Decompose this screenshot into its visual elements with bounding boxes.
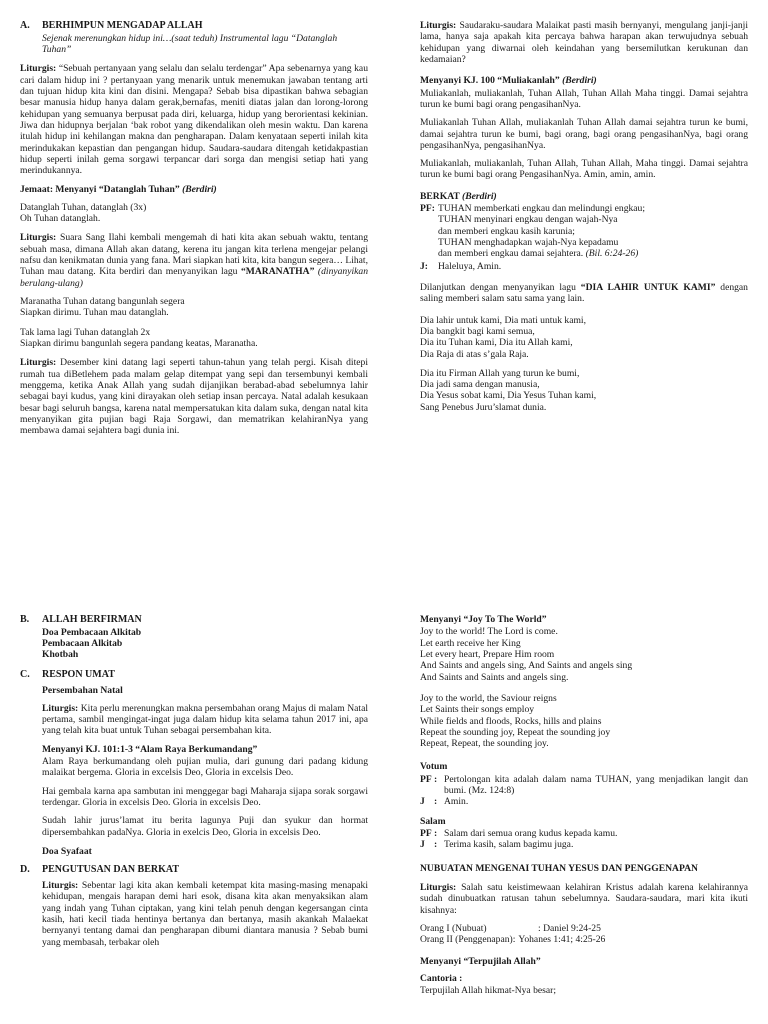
song-verse: Hai gembala karna apa sambutan ini menggegar bagi Maharaja sijapa sorak sorgawi terdengar. Gloria in excelsis Deo. Gloria in excelsis Deo.: [42, 785, 368, 809]
jemaat-heading: [20, 184, 368, 195]
liturgis-text: “Sebuah pertanyaan yang selalu dan selalu terdengar” Apa sebenarnya yang kau cari dalam hidup ini ? pertanyaan yang menarik untuk menemukan jawaban tentang arti dan tujuan hidup kita kini dan disini. Mengapa? Sebab bisa dipastikan bahwa sebagian besar manusia hidup hanya dalam gerak,bernafas, meniti diatas jalan dan lorong-lorong kehidupan yang semuanya berpusat pada diri, keluarga, hidup yang berorientasi kekinian. Jiwa dan hidupnya berjalan ‘bak robot yang dikendalikan oleh mesin waktu. Dan karena itulah hidup ini kehilangan makna dan pengharapan. Dalam kenyataan seperti inilah kita merindukakan kepastian dan pengangan hidup. Saudara-saudara ditengah ketidakpastian hidup seperti inilah gema sorgawi terpancar dari sorga dan mengisi setiap hati yang merindukannya.: [20, 63, 368, 177]
song-line: And Saints and Saints and angels sing.: [420, 671, 569, 683]
song-line: While fields and floods, Rocks, hills and plains: [420, 715, 602, 727]
song-lines: [20, 296, 368, 319]
song-line: Tak lama lagi Tuhan datanglah 2x: [20, 326, 151, 338]
song-line: Joy to the world! The Lord is come.: [420, 626, 558, 638]
votum-j-line: [420, 796, 748, 807]
song-line: Let every heart, Prepare Him room: [420, 648, 555, 660]
song-heading: [420, 75, 748, 86]
section-a: [20, 20, 368, 443]
liturgis-paragraph: [42, 880, 368, 948]
salam-block: [420, 828, 748, 851]
section-subtitle: Sejenak merenungkan hidup ini…(saat teduh) Instrumental lagu “Datanglah Tuhan”: [42, 32, 338, 56]
j-label: J: [420, 839, 425, 851]
song-line: Siapkan dirimu bangunlah segera pandang keatas, Maranatha.: [20, 337, 258, 349]
pf-label: PF: [420, 773, 432, 785]
pf-line: [420, 203, 748, 214]
liturgis-paragraph: [420, 20, 748, 65]
top-right-column: [420, 20, 748, 421]
liturgis-paragraph: [42, 703, 368, 737]
votum-title: Votum: [420, 761, 448, 773]
song-line: Joy to the world, the Saviour reigns: [420, 692, 557, 704]
section-title: ALLAH BERFIRMAN: [42, 614, 142, 625]
liturgis-text: Sebentar lagi kita akan kembali ketempat kita masing-masing menapaki kehidupan, mengais harapan demi hari esok, disana kita akan menyaksikan alam yang indah yang Tuhan ciptakan, yang kini telah penuh dengan kegersangan cinta kasih, hati kecil tiada hentinya bertanya dan bertanya, masih akankah Malaekat bernyanyi tentang damai dan pengharapan dibumi diantara manusia ? Sebab bumi yang membasah, terbakar oleh: [42, 880, 369, 948]
liturgis-label: Liturgis:: [20, 63, 57, 75]
song-line: Let earth receive her King: [420, 637, 521, 649]
reader-label: Orang I (Nubuat): [420, 922, 487, 934]
song-line: Datanglah Tuhan, datanglah (3x): [20, 201, 147, 213]
pf-text: TUHAN memberkati engkau dan melindungi engkau;: [438, 203, 646, 215]
reading-ref: : Daniel 9:24-25: [538, 922, 601, 934]
j-label: J:: [420, 260, 428, 272]
colon: :: [434, 839, 438, 851]
salam-title: Salam: [420, 815, 446, 827]
pf-text: dan memberi engkau kasih karunia;: [438, 225, 575, 237]
pf-text: TUHAN menghadapkan wajah-Nya kepadamu: [438, 237, 619, 248]
section-b-items: [42, 627, 368, 661]
pf-label: PF:: [420, 203, 435, 215]
pf-text: TUHAN menyinari engkau dengan wajah-Nya: [438, 214, 618, 226]
section-d-body: [42, 880, 368, 948]
section-title: PENGUTUSAN DAN BERKAT: [42, 864, 180, 876]
list-item: Pembacaan Alkitab: [42, 638, 123, 650]
song-lines: [420, 368, 748, 413]
j-label: J: [420, 796, 425, 808]
salam-j-line: [420, 839, 748, 850]
bottom-left-column: [20, 614, 368, 955]
section-letter: D.: [20, 864, 30, 876]
liturgis-text: Salah satu keistimewaan kelahiran Kristus adalah karena kelahirannya sudah dinubuatkan ratusan tahun sebelumnya. Saudara-saudara, mari kita ikuti kisahnya:: [420, 881, 748, 916]
section-c-body: [42, 685, 368, 858]
section-a-heading: [20, 20, 368, 32]
liturgis-paragraph: [20, 357, 368, 436]
liturgis-paragraph: [420, 882, 748, 916]
section-title: BERHIMPUN MENGADAP ALLAH: [42, 20, 203, 31]
bottom-right-column: [420, 614, 748, 996]
song-line: Let Saints their songs employ: [420, 704, 535, 716]
list-item: Doa Pembacaan Alkitab: [42, 626, 142, 638]
colon: :: [434, 796, 438, 808]
cantoria-title: Cantoria :: [420, 972, 463, 984]
jemaat-note: (Berdiri): [182, 183, 217, 195]
reading-ref: Yohanes 1:41; 4:25-26: [518, 934, 606, 946]
section-letter: A.: [20, 20, 30, 31]
song-lines: [20, 202, 368, 225]
section-d-heading: [20, 864, 368, 876]
pf-text-last: [438, 248, 748, 259]
song-line: Dia Raja di atas s’gala Raja.: [420, 348, 529, 360]
liturgis-paragraph: [20, 232, 368, 289]
bible-reference: (Bil. 6:24-26): [585, 248, 639, 260]
berkat-block: [420, 203, 748, 272]
list-item: Khotbah: [42, 649, 79, 661]
song-note: (Berdiri): [562, 75, 597, 87]
cantoria-line: Terpujilah Allah hikmat-Nya besar;: [420, 985, 556, 997]
song-line: Sang Penebus Juru’slamat dunia.: [420, 401, 547, 413]
reader-label: Orang II (Penggenapan):: [420, 934, 516, 946]
section-title: RESPON UMAT: [42, 668, 115, 680]
pf-label: PF: [420, 828, 432, 839]
liturgis-paragraph: [20, 63, 368, 176]
song-line: Dia bangkit bagi kami semua,: [420, 325, 535, 337]
song-line: Dia lahir untuk kami, Dia mati untuk kami,: [420, 314, 586, 326]
song-line: And Saints and angels sing, And Saints and angels sing: [420, 660, 633, 672]
song-line: Dia Yesus sobat kami, Dia Yesus Tuhan kami,: [420, 390, 597, 402]
song-lines: [420, 626, 748, 683]
song-line: Dia itu Firman Allah yang turun ke bumi,: [420, 367, 580, 379]
song-note: (dinyanyikan berulang-ulang): [20, 266, 368, 289]
song-title: Menyanyi KJ. 100 “Muliakanlah”: [420, 75, 560, 87]
liturgis-label: Liturgis:: [20, 232, 57, 244]
song-name: “MARANATHA”: [241, 266, 315, 278]
section-letter: B.: [20, 614, 30, 625]
song-line: Siapkan dirimu. Tuhan mau datanglah.: [20, 307, 169, 319]
section-c-heading: [20, 669, 368, 681]
votum-block: [420, 774, 748, 808]
pf-continuation: [438, 214, 748, 259]
lanjut-paragraph: [420, 282, 748, 305]
song-line: Oh Tuhan datanglah.: [20, 213, 101, 225]
song-line: Dia jadi sama dengan manusia,: [420, 379, 540, 391]
pf-text: Salam dari semua orang kudus kepada kamu.: [444, 828, 618, 839]
lanjut-text: Dilanjutkan dengan menyanyikan lagu: [420, 281, 576, 293]
section-letter: C.: [20, 668, 30, 680]
salam-pf-line: [420, 828, 748, 839]
berkat-title: BERKAT: [420, 190, 460, 202]
song-verse: Sudah lahir jurus’lamat itu berita lagunya Puji dan syukur dan hormat dipersembahkan padaNya. Gloria in exelcis Deo, Gloria in excelsis Deo.: [42, 815, 368, 838]
j-text: Amin.: [444, 796, 469, 808]
section-b-heading: [20, 614, 368, 626]
reading-row: [420, 934, 748, 945]
song-title: Menyanyi KJ. 101:1-3 “Alam Raya Berkumandang”: [42, 743, 258, 755]
song-lines: [20, 327, 368, 350]
liturgis-text: Kita perlu merenungkan makna persembahan orang Majus di malam Natal pertama, sambil mengingat-ingat juga dalam hidup kita selama tahun 2017 ini, apa yang telah kita buat untuk Tuhan sebagai persembahan kita.: [42, 702, 368, 737]
lanjut-song: “DIA LAHIR UNTUK KAMI”: [580, 281, 716, 293]
liturgis-label: Liturgis:: [42, 702, 79, 714]
lanjut-text: dengan saling memberi salam satu sama yang lain.: [420, 281, 748, 305]
liturgis-text: Suara Sang Ilahi kembali mengemah di hati kita akan sebuah waktu, tentang sebuah masa, dimana Allah akan datang, kerena itu jangan kita terlena mengejar pelangi nafsu dan kenikmatan dunia yang fana. Mari siapkan hati kita, kita bangun segera… Lihat, Tuhan mau datang. Kita berdiri dan menyanyikan lagu: [20, 232, 368, 278]
song-line: Repeat, Repeat, the sounding joy.: [420, 738, 549, 750]
nubuatan-title: NUBUATAN MENGENAI TUHAN YESUS DAN PENGGENAPAN: [420, 862, 698, 874]
pf-text: Pertolongan kita adalah dalam nama TUHAN, yang menjadikan langit dan bumi. (Mz. 124:8): [444, 773, 748, 797]
song-verse: Muliakanlah, muliakanlah, Tuhan Allah, Tuhan Allah Maha tinggi. Damai sejahtra turun ke bumi bagi orang pengasihanNya.: [420, 87, 748, 110]
song-line: Repeat the sounding joy, Repeat the sounding joy: [420, 726, 611, 738]
j-line: [420, 261, 748, 272]
j-text: Haleluya, Amin.: [438, 260, 502, 272]
jemaat-label: Jemaat: Menyanyi “Datanglah Tuhan”: [20, 183, 180, 195]
liturgis-text: Desember kini datang lagi seperti tahun-tahun yang telah pergi. Kisah ditepi rumah tua diBetlehem pada malam gelap ditempat yang sepi dan tersembunyi kembali menggema, ketika Anak Allah yang sudah dijanjikan berabad-abad sebelumnya lahir sebagai bayi kudus, yang kini dirayakan oleh setiap insan percaya. Natal adalah kesukaan besar bagi seluruh bangsa, karena natal mempersatukan kita dalam suka, dengan natal kita menyanyikan gita pujian bagi Raja Sorgawi, dan mematrikan kelahiranNya yang membawa damai sejahtera bagi dunia ini.: [20, 357, 368, 437]
pf-text: dan memberi engkau damai sejahtera.: [438, 248, 584, 260]
liturgis-label: Liturgis:: [420, 20, 457, 31]
song-line: Maranatha Tuhan datang bangunlah segera: [20, 296, 185, 308]
doa-heading: Doa Syafaat: [42, 845, 92, 857]
song-title: Menyanyi “Terpujilah Allah”: [420, 955, 541, 967]
votum-pf-line: [420, 774, 748, 797]
liturgis-label: Liturgis:: [20, 357, 57, 369]
liturgis-label: Liturgis:: [420, 881, 457, 893]
song-verse: Muliakanlah, muliakanlah, Tuhan Allah, Tuhan Allah, Maha tinggi. Damai sejahtra turun ke bumi bagi orang PengasihanNya. Amin, amin, amin.: [420, 158, 748, 181]
song-lines: [420, 693, 748, 750]
liturgis-text: Saudaraku-saudara Malaikat pasti masih bernyanyi, mengulang janji-janji lama, hanya saja apakah kita percaya bahwa harapan akan terwujudnya sebuah kehidupan yang diwarnai oleh keindahan yang bersemilutkan kerukunan dan kedamaian?: [420, 20, 748, 65]
colon: :: [434, 828, 438, 839]
song-lines: [420, 315, 748, 360]
song-title: Menyanyi “Joy To The World”: [420, 614, 547, 625]
persembahan-heading: Persembahan Natal: [42, 684, 123, 696]
berkat-heading: [420, 191, 748, 202]
song-verse: Muliakanlah Tuhan Allah, muliakanlah Tuhan Allah damai sejahtra turun ke bumi, damai sejahtra turun ke bumi, bagi orang, bagi orang pengasihanNya, bagi orang pengasihanNya, pengasihanNya.: [420, 117, 748, 151]
liturgis-label: Liturgis:: [42, 880, 79, 892]
colon: :: [434, 773, 438, 785]
j-text: Terima kasih, salam bagimu juga.: [444, 839, 574, 851]
song-verse: Alam Raya berkumandang oleh pujian mulia, dari gunung dari padang kidung malaikat bergema. Gloria in excelsis Deo, Gloria in excelsis Deo.: [42, 756, 368, 779]
reading-list: [420, 923, 748, 946]
song-line: Dia itu Tuhan kami, Dia itu Allah kami,: [420, 337, 573, 349]
reading-row: [420, 923, 748, 934]
berkat-note: (Berdiri): [462, 190, 497, 202]
